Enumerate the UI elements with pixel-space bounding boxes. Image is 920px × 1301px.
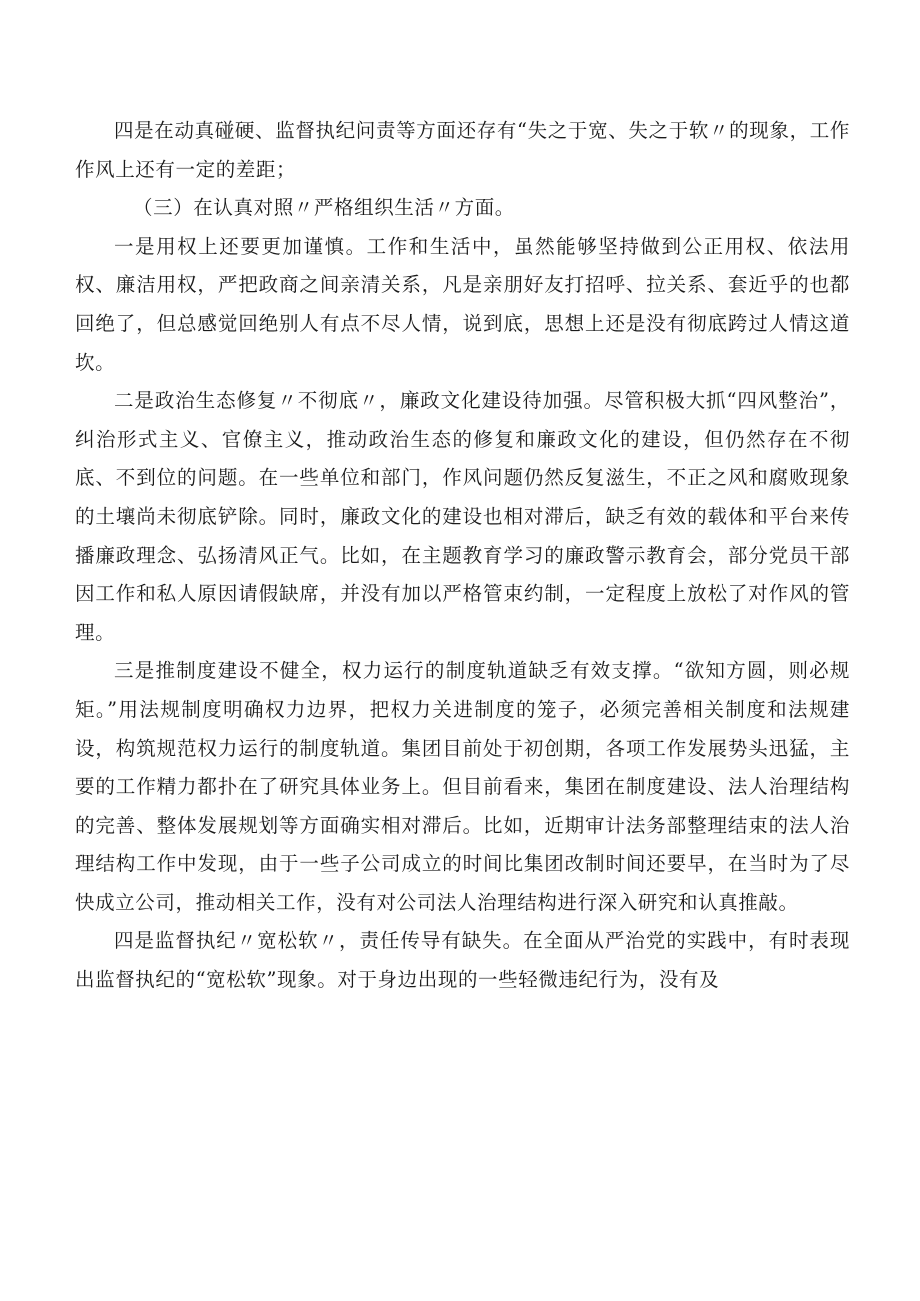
paragraph-discipline-enforcement: 四是在动真碰硬、监督执纪问责等方面还存有“失之于宽、失之于软〃的现象，工作作风上还有一定的差距； — [75, 119, 850, 181]
paragraph-power-usage: 一是用权上还要更加谨慎。工作和生活中，虽然能够坚持做到公正用权、依法用权、廉洁用权，严把政商之间亲清关系，凡是亲朋好友打招呼、拉关系、套近乎的也都回绝了，但总感觉回绝别人有点不尽人情，说到底，思想上还是没有彻底跨过人情这道坎。 — [75, 234, 850, 374]
section-heading-organizational-life: （三）在认真对照〃严格组织生活〃方面。 — [133, 196, 515, 220]
paragraph-institution-building: 三是推制度建设不健全，权力运行的制度轨道缺乏有效支撑。“欲知方圆，则必规矩。”用法规制度明确权力边界，把权力关进制度的笼子，必须完善相关制度和法规建设，构筑规范权力运行的制度轨道。集团目前处于初创期，各项工作发展势头迅猛，主要的工作精力都扑在了研究具体业务上。但目前看来，集团在制度建设、法人治理结构的完善、整体发展规划等方面确实相对滞后。比如，近期审计法务部整理结束的法人治理结构工作中发现，由于一些子公司成立的时间比集团改制时间还要早，在当时为了尽快成立公司，推动相关工作，没有对公司法人治理结构进行深入研究和认真推敲。 — [75, 659, 850, 914]
paragraph-political-ecology: 二是政治生态修复〃不彻底〃，廉政文化建设待加强。尽管积极大抓“四风整治”，纠治形式主义、官僚主义，推动政治生态的修复和廉政文化的建设，但仍然存在不彻底、不到位的问题。在一些单位和部门，作风问题仍然反复滋生，不正之风和腐败现象的土壤尚未彻底铲除。同时，廉政文化的建设也相对滞后，缺乏有效的载体和平台来传播廉政理念、弘扬清风正气。比如，在主题教育学习的廉政警示教育会，部分党员干部因工作和私人原因请假缺席，并没有加以严格管束约制，一定程度上放松了对作风的管理。 — [75, 389, 850, 644]
paragraph-supervision-lax: 四是监督执纪〃宽松软〃，责任传导有缺失。在全面从严治党的实践中，有时表现出监督执纪的“宽松软”现象。对于身边出现的一些轻微违纪行为，没有及 — [75, 929, 850, 992]
